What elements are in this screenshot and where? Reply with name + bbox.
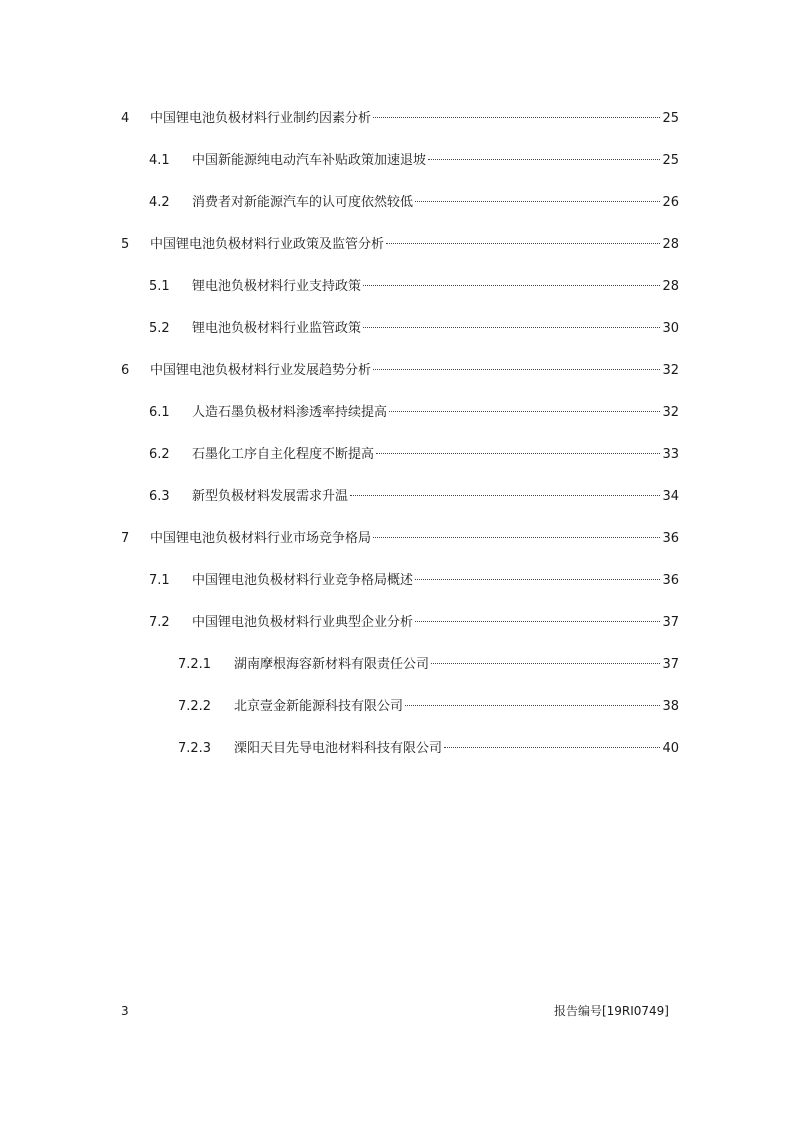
toc-leader	[192, 150, 679, 172]
toc-title[interactable]: 北京壹金新能源科技有限公司	[234, 699, 404, 714]
toc-page: 36	[662, 531, 679, 546]
toc-number: 6	[121, 363, 130, 378]
dot-leader	[363, 327, 660, 328]
footer-page-number: 3	[121, 1004, 129, 1018]
toc-page: 28	[662, 237, 679, 252]
toc-page: 33	[662, 447, 679, 462]
dot-leader	[389, 411, 660, 412]
dot-leader	[444, 747, 660, 748]
toc-page: 32	[662, 363, 679, 378]
dot-leader	[405, 705, 660, 706]
toc-entry-4-1[interactable]	[0, 150, 800, 172]
toc-page: 40	[662, 741, 679, 756]
toc-title[interactable]: 中国锂电池负极材料行业典型企业分析	[192, 615, 414, 630]
toc-leader	[192, 402, 679, 424]
toc-page: 30	[662, 321, 679, 336]
toc-entry-7-1[interactable]	[0, 570, 800, 592]
toc-number: 7.2.2	[178, 699, 212, 714]
toc-entry-4-2[interactable]	[0, 192, 800, 214]
toc-page: 26	[662, 195, 679, 210]
toc-page: 37	[662, 657, 679, 672]
toc-entry-7-2[interactable]	[0, 612, 800, 634]
toc-entry-5-2[interactable]	[0, 318, 800, 340]
dot-leader	[363, 285, 660, 286]
toc-number: 6.2	[149, 447, 170, 462]
toc-entry-7-2-3[interactable]	[0, 738, 800, 760]
toc-number: 6.3	[149, 489, 170, 504]
toc-entry-6[interactable]	[0, 360, 800, 382]
toc-title[interactable]: 消费者对新能源汽车的认可度依然较低	[192, 195, 414, 210]
toc-number: 4.1	[149, 153, 170, 168]
toc-leader	[234, 696, 679, 718]
toc-number: 7.1	[149, 573, 170, 588]
footer-report-code: 报告编号[19RI0749]	[553, 1004, 669, 1018]
toc-title[interactable]: 中国锂电池负极材料行业发展趋势分析	[150, 363, 372, 378]
toc-page: 25	[662, 111, 679, 126]
toc-title[interactable]: 湖南摩根海容新材料有限责任公司	[234, 657, 430, 672]
toc-leader	[150, 108, 679, 130]
dot-leader	[428, 159, 660, 160]
toc-entry-7-2-1[interactable]	[0, 654, 800, 676]
toc-number: 6.1	[149, 405, 170, 420]
toc-number: 7.2.3	[178, 741, 212, 756]
toc-page: 28	[662, 279, 679, 294]
toc-page: 37	[662, 615, 679, 630]
toc-leader	[192, 612, 679, 634]
toc-entry-5-1[interactable]	[0, 276, 800, 298]
toc-title[interactable]: 人造石墨负极材料渗透率持续提高	[192, 405, 388, 420]
toc-number: 7	[121, 531, 130, 546]
toc-entry-7-2-2[interactable]	[0, 696, 800, 718]
toc-leader	[150, 528, 679, 550]
toc-number: 5.2	[149, 321, 170, 336]
toc-page: 25	[662, 153, 679, 168]
toc-leader	[192, 444, 679, 466]
toc-number: 4.2	[149, 195, 170, 210]
toc-title[interactable]: 锂电池负极材料行业支持政策	[192, 279, 362, 294]
toc-page: 32	[662, 405, 679, 420]
toc-title[interactable]: 石墨化工序自主化程度不断提高	[192, 447, 375, 462]
toc-leader	[192, 276, 679, 298]
toc-leader	[150, 360, 679, 382]
toc-leader	[192, 192, 679, 214]
dot-leader	[376, 453, 660, 454]
dot-leader	[373, 117, 660, 118]
toc-leader	[234, 738, 679, 760]
dot-leader	[415, 201, 660, 202]
toc-entry-7[interactable]	[0, 528, 800, 550]
toc-leader	[150, 234, 679, 256]
dot-leader	[431, 663, 660, 664]
toc-title[interactable]: 中国锂电池负极材料行业制约因素分析	[150, 111, 372, 126]
toc-leader	[234, 654, 679, 676]
toc-entry-6-3[interactable]	[0, 486, 800, 508]
toc-title[interactable]: 中国锂电池负极材料行业政策及监管分析	[150, 237, 385, 252]
dot-leader	[373, 369, 660, 370]
toc-leader	[192, 318, 679, 340]
toc-title[interactable]: 中国锂电池负极材料行业竞争格局概述	[192, 573, 414, 588]
dot-leader	[386, 243, 660, 244]
dot-leader	[373, 537, 660, 538]
toc-page: 34	[662, 489, 679, 504]
toc-number: 5	[121, 237, 130, 252]
toc-title[interactable]: 新型负极材料发展需求升温	[192, 489, 349, 504]
dot-leader	[415, 579, 660, 580]
toc-entry-6-1[interactable]	[0, 402, 800, 424]
toc-leader	[192, 486, 679, 508]
toc-page: 36	[662, 573, 679, 588]
toc-number: 7.2	[149, 615, 170, 630]
dot-leader	[350, 495, 660, 496]
toc-number: 5.1	[149, 279, 170, 294]
toc-entry-5[interactable]	[0, 234, 800, 256]
toc-number: 4	[121, 111, 130, 126]
toc-entry-6-2[interactable]	[0, 444, 800, 466]
toc-title[interactable]: 锂电池负极材料行业监管政策	[192, 321, 362, 336]
toc-title[interactable]: 溧阳天目先导电池材料科技有限公司	[234, 741, 443, 756]
toc-leader	[192, 570, 679, 592]
toc-title[interactable]: 中国锂电池负极材料行业市场竞争格局	[150, 531, 372, 546]
dot-leader	[415, 621, 660, 622]
toc-entry-4[interactable]	[0, 108, 800, 130]
toc-title[interactable]: 中国新能源纯电动汽车补贴政策加速退坡	[192, 153, 427, 168]
toc-page: 38	[662, 699, 679, 714]
toc-number: 7.2.1	[178, 657, 212, 672]
